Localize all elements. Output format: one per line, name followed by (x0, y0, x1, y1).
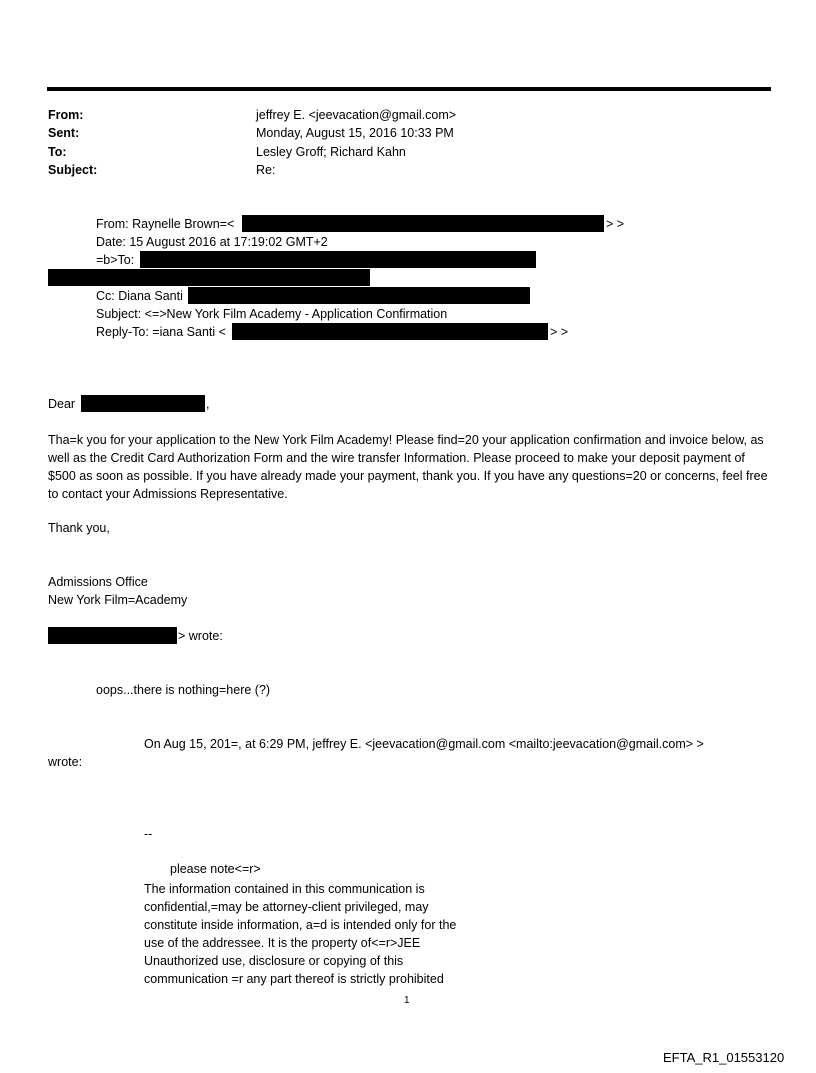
on-aug-line: On Aug 15, 201=, at 6:29 PM, jeffrey E. <jeevacation@gmail.com <mailto:jeevacation@gmail.com> > (144, 737, 704, 751)
thanks-line: Thank you, (48, 521, 110, 535)
redaction-box (81, 395, 205, 412)
page-number: 1 (404, 995, 410, 1006)
subject-label: Subject: (48, 163, 98, 177)
quoted-cc: Cc: Diana Santi (96, 289, 183, 303)
from-label: From: (48, 108, 84, 122)
quoted-to: =b>To: (96, 253, 135, 267)
redaction-box (242, 215, 604, 232)
document-id: EFTA_R1_01553120 (663, 1050, 785, 1065)
signature-line-2: New York Film=Academy (48, 593, 188, 607)
wrote-line-2: wrote: (48, 755, 83, 769)
quoted-replyto: Reply-To: =iana Santi < (96, 325, 226, 339)
from-value: jeffrey E. <jeevacation@gmail.com> (256, 108, 457, 122)
salutation: Dear (48, 397, 76, 411)
oops-line: oops...there is nothing=here (?) (96, 683, 271, 697)
confidentiality-notice: The information contained in this communication is confidential,=may be attorney-client privileged, may constitute inside information, a=d is intended only for the use of the addressee. It is the property of<=r>JEE Unauthorized use, disclosure or copying of this communication =r any part thereof is strictly prohibited (144, 882, 457, 986)
sent-label: Sent: (48, 126, 80, 140)
signature-line-1: Admissions Office (48, 575, 148, 589)
body-paragraph: Tha=k you for your application to the New York Film Academy! Please find=20 your application confirmation and invoice below, as well as the Credit Card Authorization Form and the wire transfer Information. Please proceed to make your deposit payment of $500 as soon as possible. If you have already made your payment, thank you. If you have any questions=20 or concerns, feel free to contact your Admissions Representative. (48, 433, 768, 501)
header-rule (47, 87, 771, 91)
redaction-box (48, 627, 177, 644)
redaction-box (48, 269, 370, 286)
signature-dashes: -- (144, 827, 153, 841)
to-label: To: (48, 145, 67, 159)
to-value: Lesley Groff; Richard Kahn (256, 145, 406, 159)
subject-value: Re: (256, 163, 276, 177)
wrote-line-1: > wrote: (178, 629, 223, 643)
sent-value: Monday, August 15, 2016 10:33 PM (256, 126, 454, 140)
salutation-comma: , (206, 397, 210, 411)
note-heading: please note<=r> (170, 862, 261, 876)
redaction-box (188, 287, 530, 304)
quoted-replyto-tail: > > (550, 325, 569, 339)
quoted-from: From: Raynelle Brown=< (96, 217, 235, 231)
redaction-box (140, 251, 536, 268)
quoted-from-tail: > > (606, 217, 625, 231)
quoted-subject: Subject: <=>New York Film Academy - Application Confirmation (96, 307, 448, 321)
quoted-date: Date: 15 August 2016 at 17:19:02 GMT+2 (96, 235, 328, 249)
redaction-box (232, 323, 548, 340)
